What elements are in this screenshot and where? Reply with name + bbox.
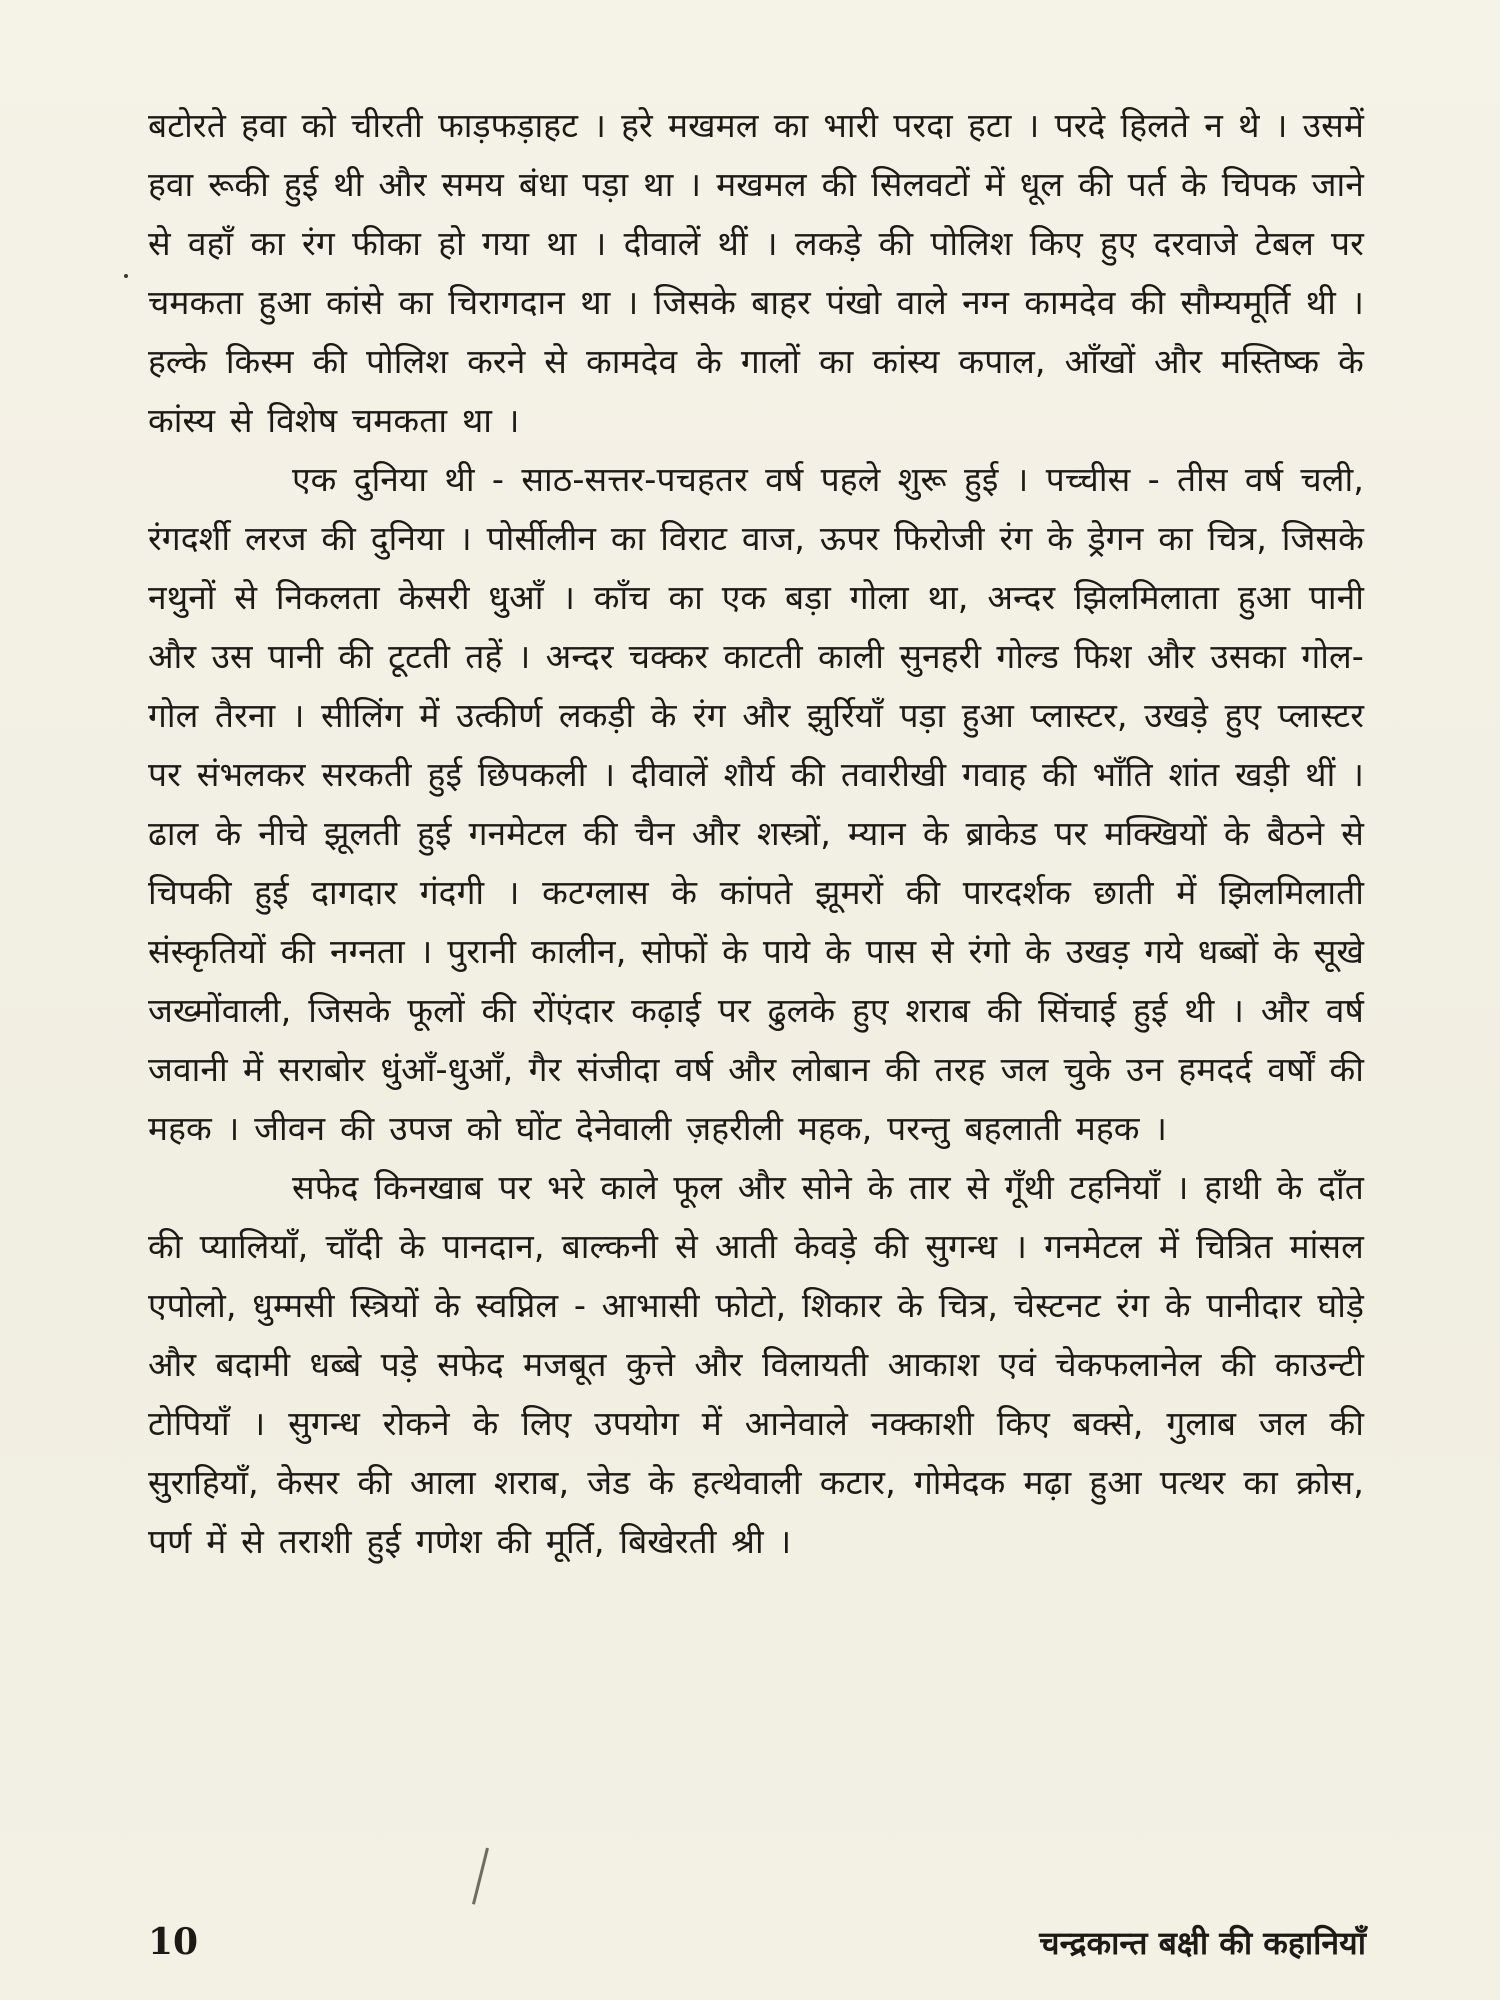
paragraph-1: बटोरते हवा को चीरती फाड़फड़ाहट । हरे मखमल का भारी परदा हटा । परदे हिलते न थे । उसमें हवा रूकी हुई थी और समय बंधा पड़ा था । मखमल की सिलवटों में धूल की पर्त के चिपक जाने से वहाँ का रंग फीका हो गया था । दीवालें थीं । लकड़े की पोलिश किए हुए दरवाजे टेबल पर चमकता हुआ कांसे का चिरागदान था । जिसके बाहर पंखो वाले नग्न कामदेव की सौम्यमूर्ति थी । हल्के किस्म की पोलिश करने से कामदेव के गालों का कांस्य कपाल, आँखों और मस्तिष्क के कांस्य से विशेष चमकता था । [148,106,1364,440]
pencil-stroke-mark [472,1848,489,1905]
running-title: चन्द्रकान्त बक्षी की कहानियाँ [1039,1924,1366,1962]
body-text [148,96,1364,1571]
ink-speck [124,274,128,278]
page-footer [148,1922,1366,1972]
paragraph-3: सफेद किनखाब पर भरे काले फूल और सोने के तार से गूँथी टहनियाँ । हाथी के दाँत की प्यालियाँ, चाँदी के पानदान, बाल्कनी से आती केवड़े की सुगन्ध । गनमेटल में चित्रित मांसल एपोलो, धुम्मसी स्त्रियों के स्वप्निल - आभासी फोटो, शिकार के चित्र, चेस्टनट रंग के पानीदार घोड़े और बदामी धब्बे पड़े सफेद मजबूत कुत्ते और विलायती आकाश एवं चेकफलानेल की काउन्टी टोपियाँ । सुगन्ध रोकने के लिए उपयोग में आनेवाले नक्काशी किए बक्से, गुलाब जल की सुराहियाँ, केसर की आला शराब, जेड के हत्थेवाली कटार, गोमेदक मढ़ा हुआ पत्थर का क्रोस, पर्ण में से तराशी हुई गणेश की मूर्ति, बिखेरती श्री । [148,1168,1364,1561]
page-number: 10 [148,1921,199,1963]
paragraph-2: एक दुनिया थी - साठ-सत्तर-पचहतर वर्ष पहले शुरू हुई । पच्चीस - तीस वर्ष चली, रंगदर्शी लरज की दुनिया । पोर्सीलीन का विराट वाज, ऊपर फिरोजी रंग के ड्रेगन का चित्र, जिसके नथुनों से निकलता केसरी धुआँ । काँच का एक बड़ा गोला था, अन्दर झिलमिलाता हुआ पानी और उस पानी की टूटती तहें । अन्दर चक्कर काटती काली सुनहरी गोल्ड फिश और उसका गोल-गोल तैरना । सीलिंग में उत्कीर्ण लकड़ी के रंग और झुर्रियाँ पड़ा हुआ प्लास्टर, उखड़े हुए प्लास्टर पर संभलकर सरकती हुई छिपकली । दीवालें शौर्य की तवारीखी गवाह की भाँति शांत खड़ी थीं । ढाल के नीचे झूलती हुई गनमेटल की चैन और शस्त्रों, म्यान के ब्राकेड पर मक्खियों के बैठने से चिपकी हुई दागदार गंदगी । कटग्लास के कांपते झूमरों की पारदर्शक छाती में झिलमिलाती संस्कृतियों की नग्नता । पुरानी कालीन, सोफों के पाये के पास से रंगो के उखड़ गये धब्बों के सूखे जख्मोंवाली, जिसके फूलों की रोंएंदार कढ़ाई पर ढुलके हुए शराब की सिंचाई हुई थी । और वर्ष जवानी में सराबोर धुंआँ-धुआँ, गैर संजीदा वर्ष और लोबान की तरह जल चुके उन हमदर्द वर्षों की महक । जीवन की उपज को घोंट देनेवाली ज़हरीली महक, परन्तु बहलाती महक । [148,460,1364,1148]
